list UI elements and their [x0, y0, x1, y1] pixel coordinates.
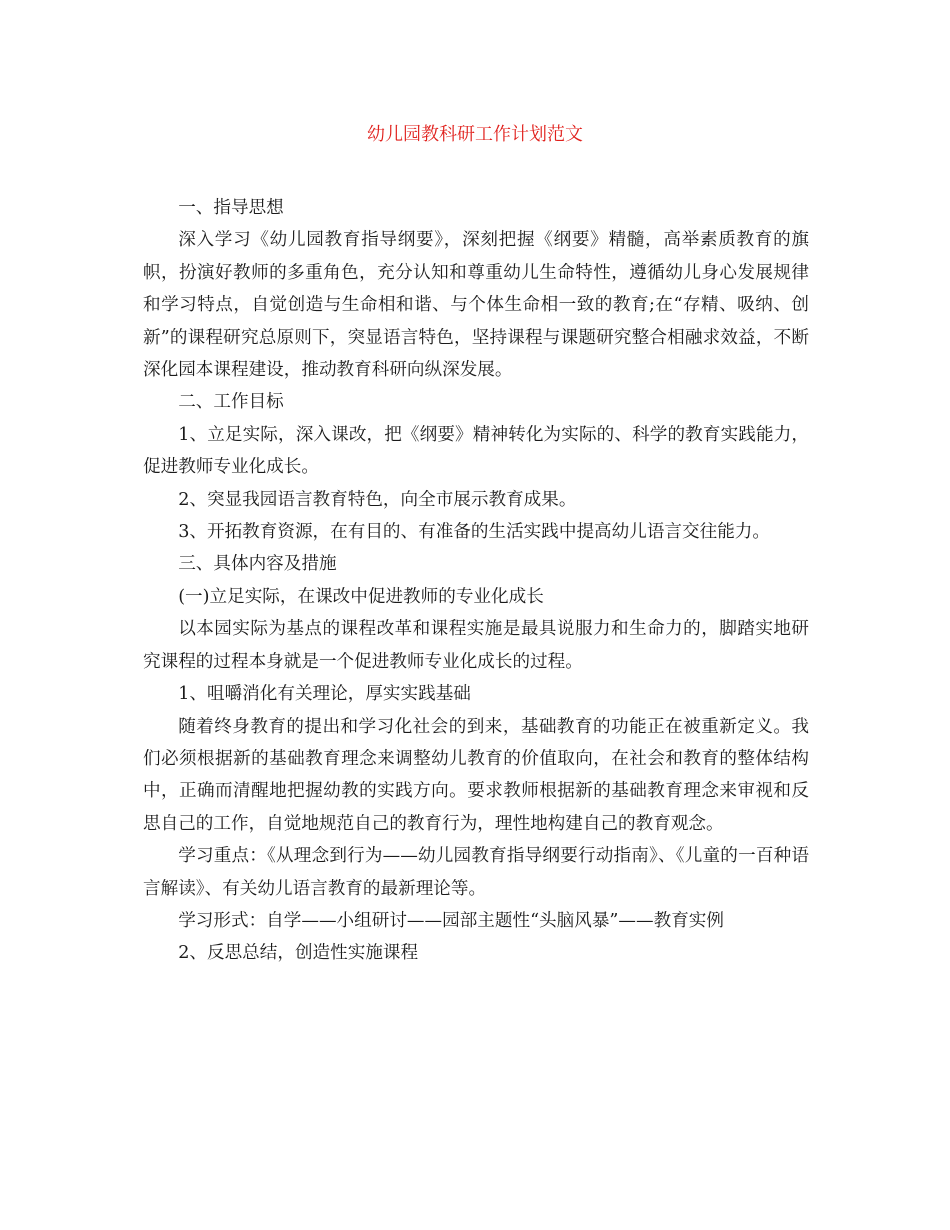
- document-title: 幼儿园教科研工作计划范文: [367, 124, 583, 145]
- paragraph: 随着终身教育的提出和学习化社会的到来，基础教育的功能正在被重新定义。我们必须根据新的基础教育理念来调整幼儿教育的价值取向，在社会和教育的整体结构中，正确而清醒地把握幼教的实践方向。要求教师根据新的基础教育理念来审视和反思自己的工作，自觉地规范自己的教育行为，理性地构建自己的教育观念。: [143, 716, 809, 834]
- document-body: [143, 192, 809, 970]
- paragraph: 以本园实际为基点的课程改革和课程实施是最具说服力和生命力的，脚踏实地研究课程的过程本身就是一个促进教师专业化成长的过程。: [143, 619, 809, 672]
- paragraph: 学习重点：《从理念到行为——幼儿园教育指导纲要行动指南》、《儿童的一百种语言解读》、有关幼儿语言教育的最新理论等。: [143, 846, 809, 899]
- subsection-heading: (一)立足实际，在课改中促进教师的专业化成长: [178, 586, 544, 607]
- subsection-heading: 2、反思总结，创造性实施课程: [178, 943, 419, 964]
- paragraph: 学习形式：自学——小组研讨——园部主题性“头脑风暴”——教育实例: [178, 910, 724, 931]
- section-heading-content-measures: 三、具体内容及措施: [178, 554, 337, 575]
- list-item: 2、突显我园语言教育特色，向全市展示教育成果。: [178, 489, 577, 510]
- section-heading-work-goals: 二、工作目标: [178, 392, 284, 413]
- section-heading-guiding-ideology: 一、指导思想: [178, 198, 284, 218]
- paragraph: 深入学习《幼儿园教育指导纲要》，深刻把握《纲要》精髓，高举素质教育的旗帜，扮演好教师的多重角色，充分认知和尊重幼儿生命特性，遵循幼儿身心发展规律和学习特点，自觉创造与生命相和谐、与个体生命相一致的教育;在“存精、吸纳、创新”的课程研究总原则下，突显语言特色，坚持课程与课题研究整合相融求效益，不断深化园本课程建设，推动教育科研向纵深发展。: [143, 230, 809, 381]
- list-item: 1、立足实际，深入课改，把《纲要》精神转化为实际的、科学的教育实践能力，促进教师专业化成长。: [143, 424, 809, 478]
- subsection-heading: 1、咀嚼消化有关理论，厚实实践基础: [178, 684, 471, 705]
- list-item: 3、开拓教育资源，在有目的、有准备的生活实践中提高幼儿语言交往能力。: [178, 522, 770, 543]
